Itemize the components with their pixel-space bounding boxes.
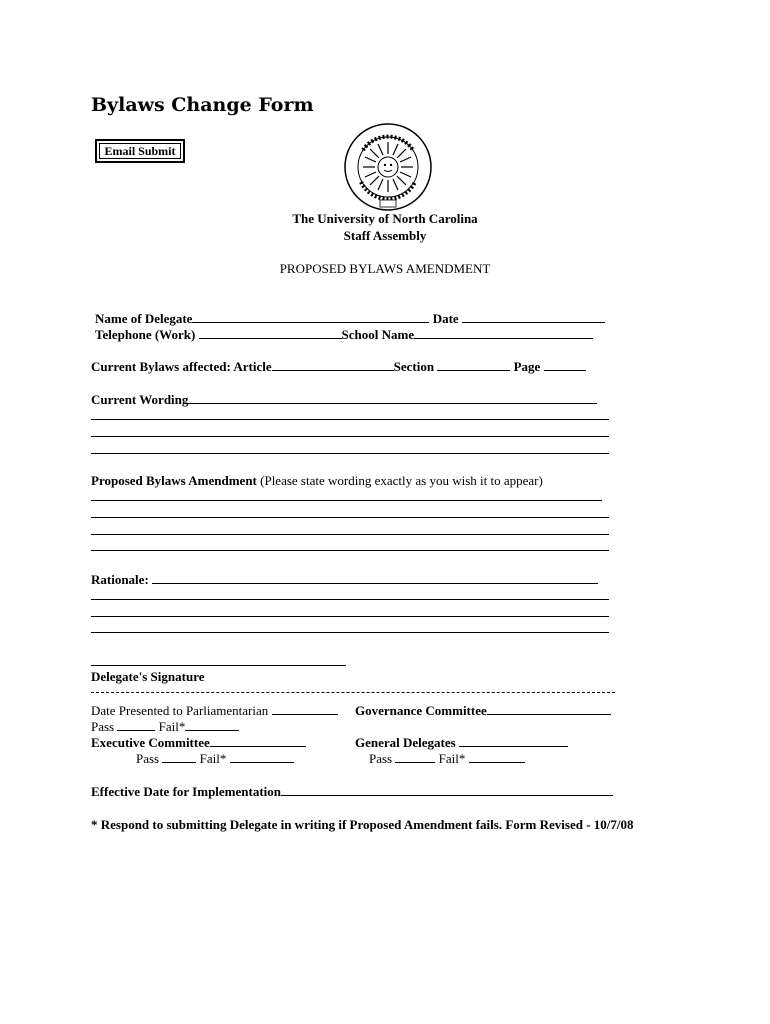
current-wording-label: Current Wording [91,392,189,407]
rationale-row [91,571,598,588]
current-wording-line[interactable] [91,419,609,420]
section-label: Section [393,359,435,374]
effective-date-row [91,783,613,800]
rationale-label: Rationale: [91,572,149,587]
name-field[interactable] [192,310,429,323]
executive-pass-fail-row [136,750,294,767]
page-field[interactable] [544,358,586,371]
effective-date-field[interactable] [281,783,613,796]
article-field[interactable] [272,358,394,371]
rationale-line[interactable] [91,616,609,617]
section-field[interactable] [437,358,510,371]
governance-field[interactable] [487,702,611,715]
proposed-amendment-row [91,473,543,489]
dashed-separator [91,692,615,693]
governance-row [355,702,611,719]
assembly-name: Staff Assembly [343,228,427,243]
executive-row [91,734,306,751]
parliamentarian-row [91,702,338,719]
current-wording-field[interactable] [188,391,597,404]
page-label: Page [513,359,541,374]
governance-label: Governance Committee [355,703,487,718]
email-submit-label: Email Submit [99,143,181,159]
form-title: Bylaws Change Form [91,94,314,116]
executive-label: Executive Committee [91,735,210,750]
pass-field[interactable] [395,750,435,763]
form-heading: PROPOSED BYLAWS AMENDMENT [279,261,491,276]
telephone-field[interactable] [199,326,342,339]
general-field[interactable] [459,734,568,747]
date-field[interactable] [462,310,605,323]
fail-label: Fail* [158,719,186,734]
date-label: Date [432,311,459,326]
current-wording-line[interactable] [91,436,609,437]
email-submit-button[interactable] [95,139,185,163]
executive-field[interactable] [210,734,306,747]
proposed-line[interactable] [91,500,602,501]
footer-note: * Respond to submitting Delegate in writing if Proposed Amendment fails. Form Revised - 10/7/08 [91,817,634,832]
pass-label: Pass [91,719,115,734]
fail-label: Fail* [438,751,466,766]
school-label: School Name [341,327,415,342]
date-presented-field[interactable] [272,702,338,715]
proposed-line[interactable] [91,517,609,518]
university-name: The University of North Carolina [292,211,478,226]
telephone-row [95,326,593,343]
rationale-line[interactable] [91,632,609,633]
proposed-label: Proposed Bylaws Amendment [91,473,257,488]
signature-line[interactable] [91,665,346,666]
pass-label: Pass [136,751,160,766]
proposed-note: (Please state wording exactly as you wish it to appear) [260,473,543,488]
name-label: Name of Delegate [95,311,193,326]
effective-date-label: Effective Date for Implementation [91,784,282,799]
university-seal-icon [343,122,433,212]
rationale-line[interactable] [91,599,609,600]
general-pass-fail-row [369,750,525,767]
pass-fail-row [91,718,239,735]
current-wording-row [91,391,597,408]
date-presented-label: Date Presented to Parliamentarian [91,703,269,718]
current-wording-line[interactable] [91,453,609,454]
fail-field[interactable] [230,750,294,763]
article-label: Current Bylaws affected: Article [91,359,272,374]
bylaws-affected-row [91,358,586,375]
proposed-line[interactable] [91,550,609,551]
fail-label: Fail* [199,751,227,766]
fail-field[interactable] [469,750,525,763]
proposed-line[interactable] [91,534,609,535]
rationale-field[interactable] [152,571,598,584]
pass-field[interactable] [117,718,155,731]
school-field[interactable] [414,326,593,339]
pass-field[interactable] [162,750,196,763]
general-label: General Delegates [355,735,456,750]
signature-label: Delegate's Signature [91,669,205,684]
telephone-label: Telephone (Work) [95,327,196,342]
delegate-name-row [95,310,605,327]
pass-label: Pass [369,751,393,766]
fail-field[interactable] [185,718,239,731]
general-row [355,734,568,751]
